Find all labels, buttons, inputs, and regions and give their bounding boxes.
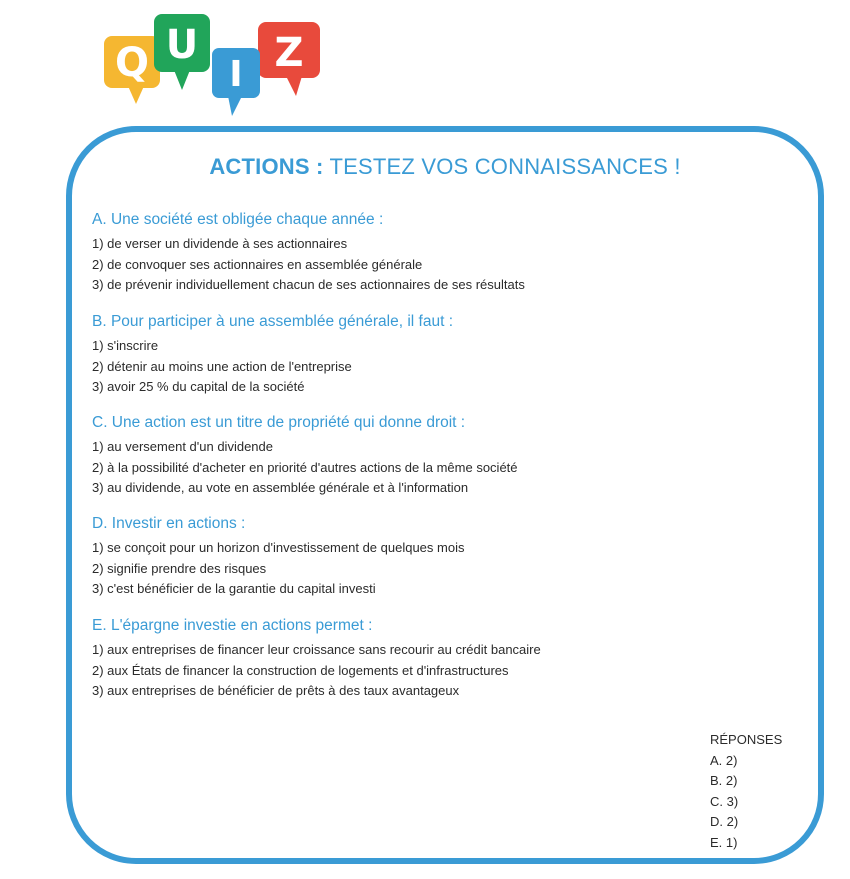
question-option: 3) avoir 25 % du capital de la société [92,379,305,394]
question-a [92,210,792,296]
question-e [92,616,792,702]
question-option: 3) c'est bénéficier de la garantie du capital investi [92,581,376,596]
logo-bubble-i [212,48,260,116]
answer-item: D. 2) [710,814,739,829]
question-d [92,514,792,600]
logo-bubble-u [154,14,210,90]
question-heading: A. Une société est obligée chaque année : [92,211,384,228]
question-heading: E. L'épargne investie en actions permet : [92,617,373,634]
logo-letter-i: I [229,54,243,95]
question-option: 1) de verser un dividende à ses actionnaires [92,236,348,251]
quiz-title [72,154,818,180]
question-option: 2) de convoquer ses actionnaires en assemblée générale [92,256,423,272]
question-heading: D. Investir en actions : [92,515,246,532]
question-option: 3) au dividende, au vote en assemblée générale et à l'information [92,480,469,495]
answer-item: E. 1) [710,834,738,850]
answer-item: B. 2) [710,773,738,788]
logo-letter-z: Z [274,30,304,76]
logo-letter-u: U [165,22,199,68]
quiz-title-rest: TESTEZ VOS CONNAISSANCES ! [323,154,681,179]
quiz-card [66,126,824,864]
question-b [92,312,792,398]
question-option: 2) à la possibilité d'acheter en priorité d'autres actions de la même société [92,459,518,475]
question-c [92,413,792,499]
question-heading: B. Pour participer à une assemblée générale, il faut : [92,313,454,330]
question-option: 1) se conçoit pour un horizon d'investissement de quelques mois [92,540,465,555]
logo-bubble-z [258,22,320,96]
answer-item: A. 2) [710,752,738,768]
question-option: 3) de prévenir individuellement chacun de ses actionnaires de ses résultats [92,277,525,292]
question-option: 1) aux entreprises de financer leur croissance sans recourir au crédit bancaire [92,642,541,657]
question-option: 2) signifie prendre des risques [92,560,267,576]
question-option: 3) aux entreprises de bénéficier de prêts à des taux avantageux [92,683,460,698]
logo-bubble-q [104,36,160,104]
question-option: 1) au versement d'un dividende [92,439,273,454]
question-option: 2) aux États de financer la construction de logements et d'infrastructures [92,662,509,678]
answer-item: C. 3) [710,793,739,809]
answers-heading: RÉPONSES [710,732,783,747]
quiz-title-bold: ACTIONS : [209,154,324,179]
answers-block [710,730,782,853]
question-option: 1) s'inscrire [92,338,159,353]
question-option: 2) détenir au moins une action de l'entreprise [92,358,352,374]
quiz-logo [100,8,340,120]
logo-letter-q: Q [114,40,150,86]
question-heading: C. Une action est un titre de propriété qui donne droit : [92,414,466,431]
